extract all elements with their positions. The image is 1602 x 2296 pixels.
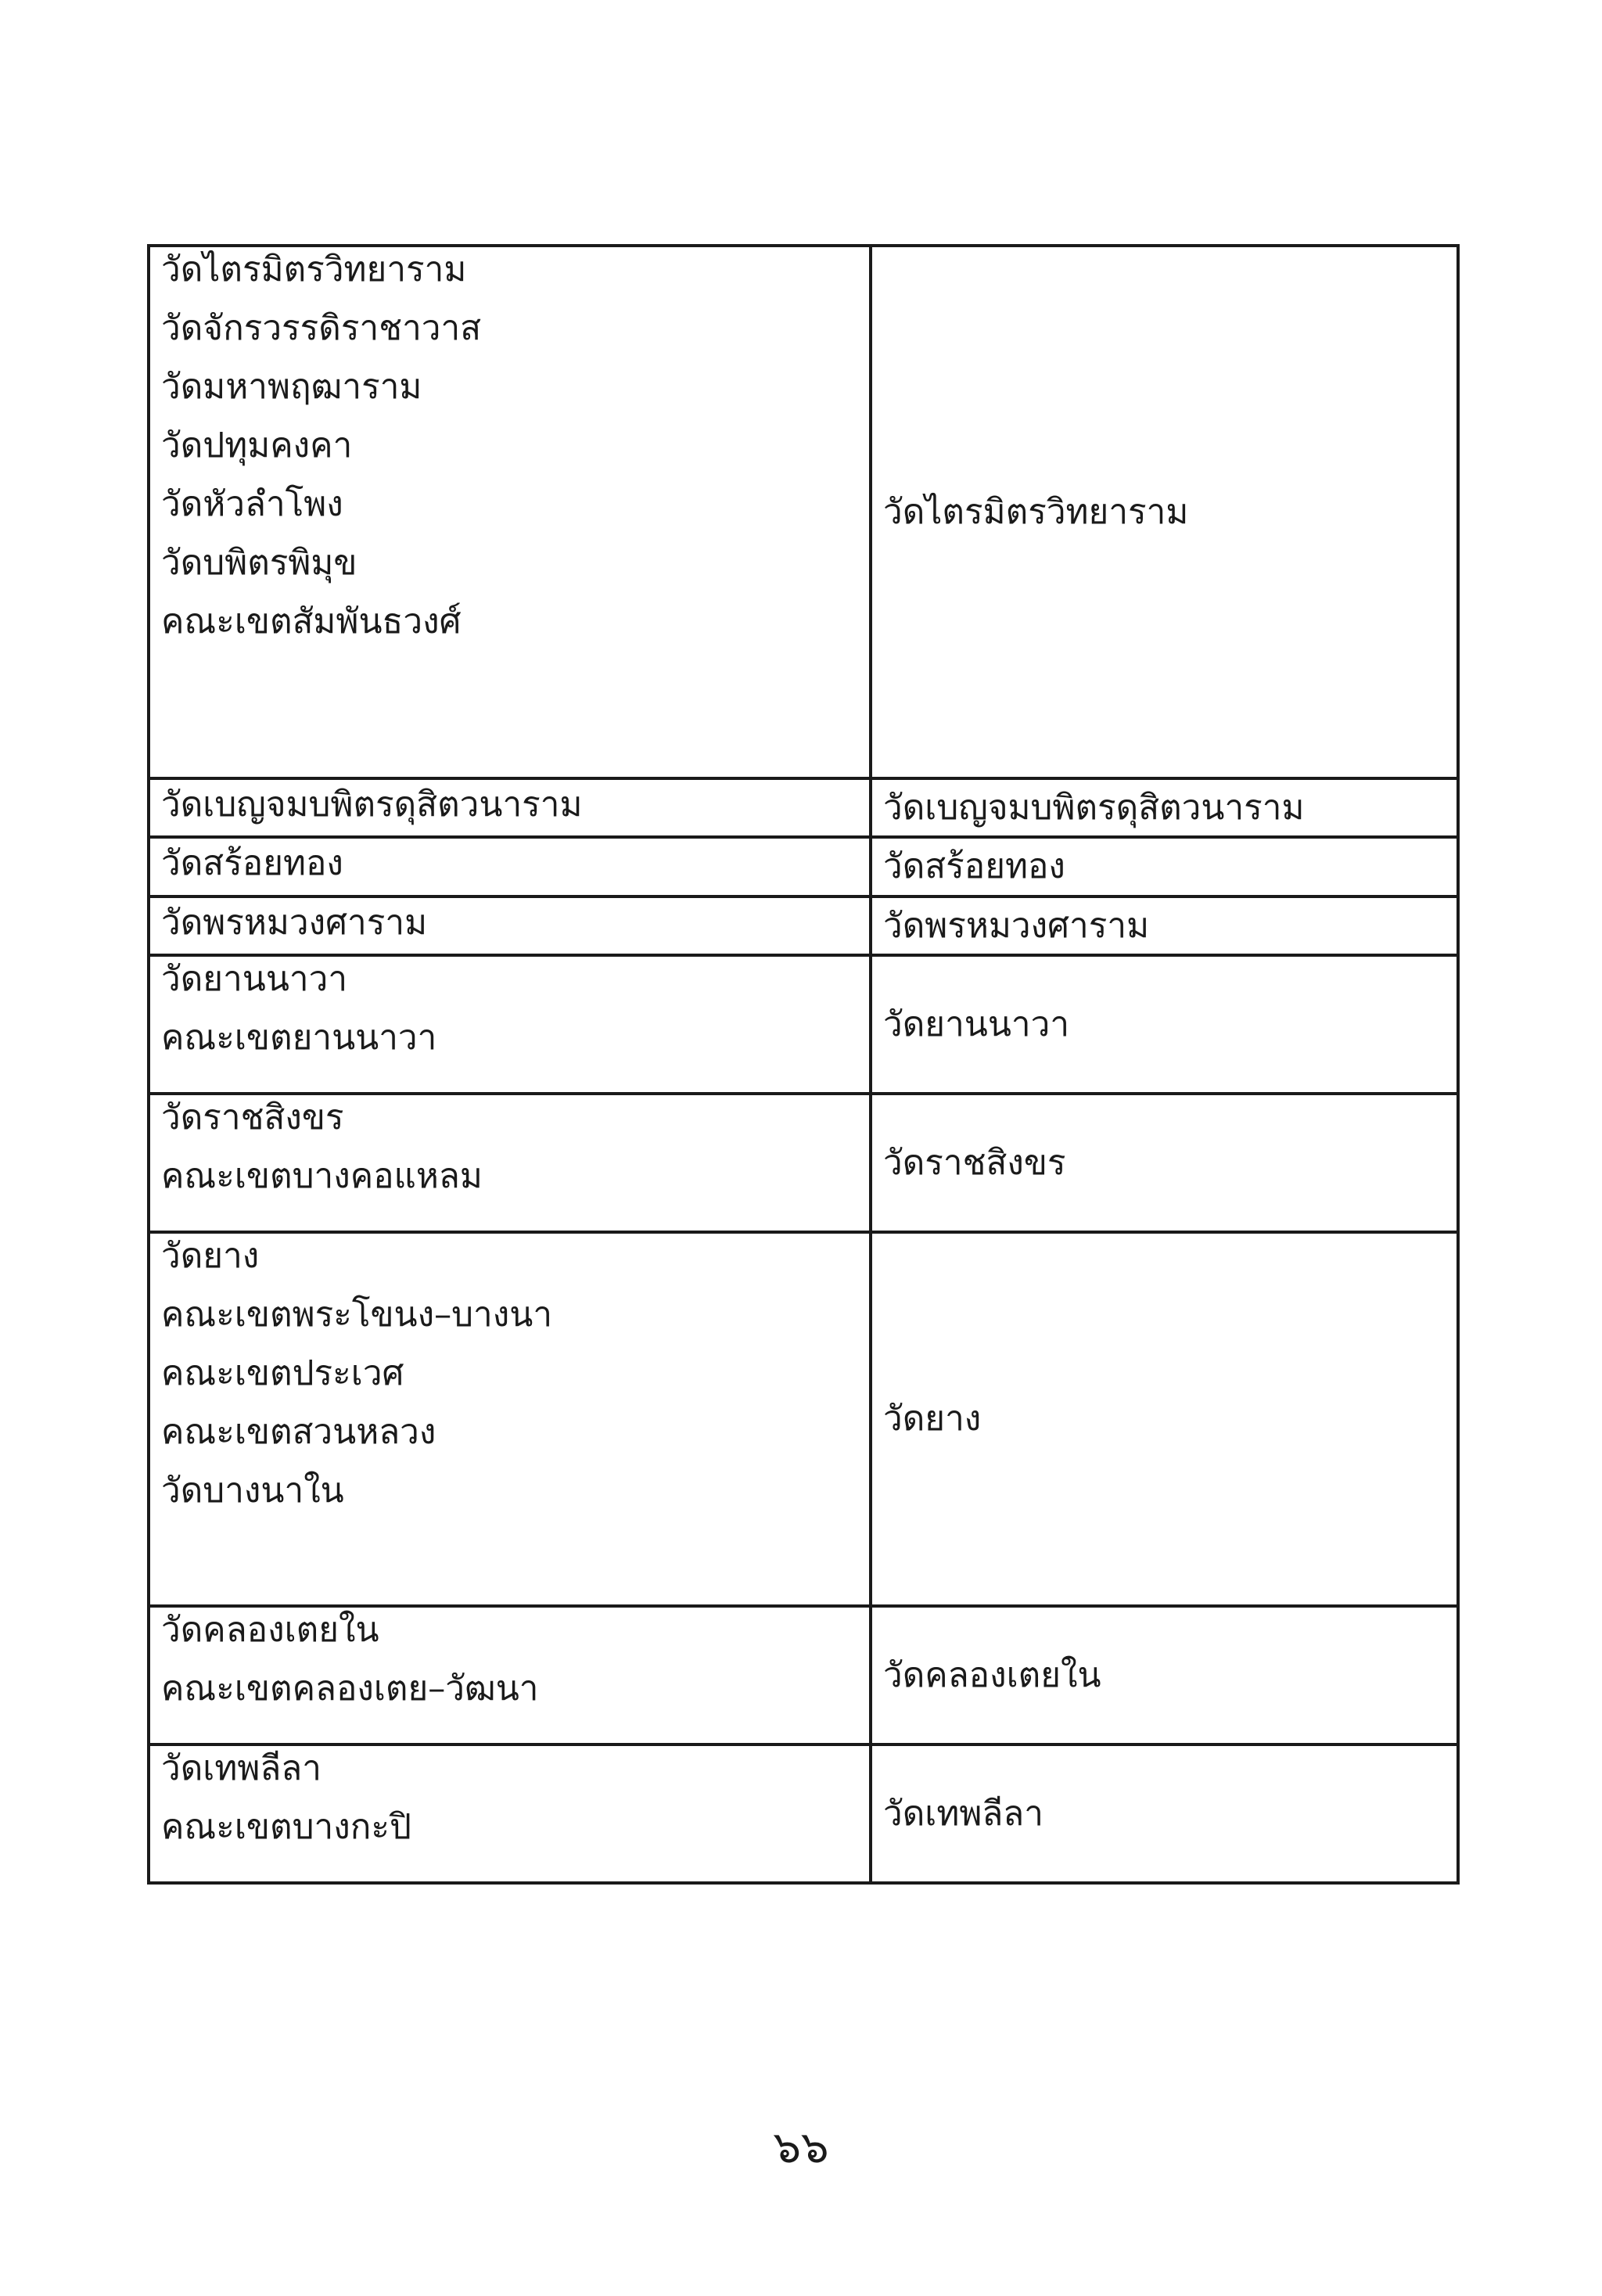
left-line: คณะเขตคลองเตย–วัฒนา bbox=[161, 1669, 539, 1709]
left-line: วัดปทุมคงคา bbox=[161, 426, 353, 465]
right-text: วัดราชสิงขร bbox=[883, 1142, 1066, 1183]
left-cell bbox=[149, 1744, 871, 1883]
left-line: วัดราชสิงขร bbox=[161, 1098, 344, 1137]
left-line: คณะเขตสวนหลวง bbox=[161, 1412, 436, 1452]
left-line: วัดสร้อยทอง bbox=[161, 843, 343, 883]
left-line: วัดจักรวรรดิราชาวาส bbox=[161, 308, 482, 348]
table-row bbox=[149, 246, 1458, 778]
table-row bbox=[149, 1606, 1458, 1744]
right-cell bbox=[871, 896, 1458, 955]
table-row bbox=[149, 837, 1458, 896]
left-line: วัดเทพลีลา bbox=[161, 1748, 321, 1788]
table-row bbox=[149, 1232, 1458, 1606]
right-cell bbox=[871, 837, 1458, 896]
right-cell bbox=[871, 778, 1458, 837]
left-line: คณะเขตบางคอแหลม bbox=[161, 1156, 483, 1196]
table-row bbox=[149, 1744, 1458, 1883]
left-line: วัดยาง bbox=[161, 1236, 260, 1276]
left-line: คณะเขตประเวศ bbox=[161, 1353, 404, 1393]
right-text: วัดคลองเตยใน bbox=[883, 1655, 1101, 1695]
left-line: วัดเบญจมบพิตรดุสิตวนาราม bbox=[161, 785, 583, 825]
right-cell bbox=[871, 246, 1458, 778]
right-cell bbox=[871, 1232, 1458, 1606]
temple-table bbox=[147, 244, 1460, 1885]
left-line: คณะเขตพระโขนง–บางนา bbox=[161, 1295, 553, 1335]
left-line: วัดคลองเตยใน bbox=[161, 1610, 379, 1650]
left-line: วัดบางนาใน bbox=[161, 1471, 344, 1511]
left-line: วัดมหาพฤฒาราม bbox=[161, 367, 422, 407]
left-cell bbox=[149, 1606, 871, 1744]
table-row bbox=[149, 955, 1458, 1094]
right-cell bbox=[871, 1744, 1458, 1883]
right-cell bbox=[871, 1094, 1458, 1232]
right-text: วัดเบญจมบพิตรดุสิตวนาราม bbox=[883, 787, 1305, 828]
left-cell bbox=[149, 778, 871, 837]
left-cell bbox=[149, 1094, 871, 1232]
left-line: คณะเขตยานนาวา bbox=[161, 1018, 437, 1058]
left-line: วัดหัวลำโพง bbox=[161, 484, 343, 524]
right-text: วัดยาง bbox=[883, 1399, 982, 1439]
right-cell bbox=[871, 955, 1458, 1094]
left-line: วัดพรหมวงศาราม bbox=[161, 903, 428, 943]
left-line: คณะเขตสัมพันธวงศ์ bbox=[161, 602, 462, 641]
table-row bbox=[149, 1094, 1458, 1232]
left-cell bbox=[149, 246, 871, 778]
left-cell bbox=[149, 1232, 871, 1606]
left-line: วัดยานนาวา bbox=[161, 959, 348, 999]
table-row bbox=[149, 778, 1458, 837]
page-number: ๖๖ bbox=[773, 2122, 829, 2173]
right-text: วัดเทพลีลา bbox=[883, 1793, 1043, 1834]
left-line: วัดไตรมิตรวิทยาราม bbox=[161, 250, 467, 289]
right-text: วัดไตรมิตรวิทยาราม bbox=[883, 491, 1189, 532]
left-cell bbox=[149, 837, 871, 896]
left-line: วัดบพิตรพิมุข bbox=[161, 543, 357, 583]
left-cell bbox=[149, 955, 871, 1094]
right-cell bbox=[871, 1606, 1458, 1744]
right-text: วัดยานนาวา bbox=[883, 1004, 1070, 1044]
right-text: วัดสร้อยทอง bbox=[883, 846, 1065, 886]
right-text: วัดพรหมวงศาราม bbox=[883, 905, 1150, 946]
left-line: คณะเขตบางกะปิ bbox=[161, 1807, 411, 1847]
